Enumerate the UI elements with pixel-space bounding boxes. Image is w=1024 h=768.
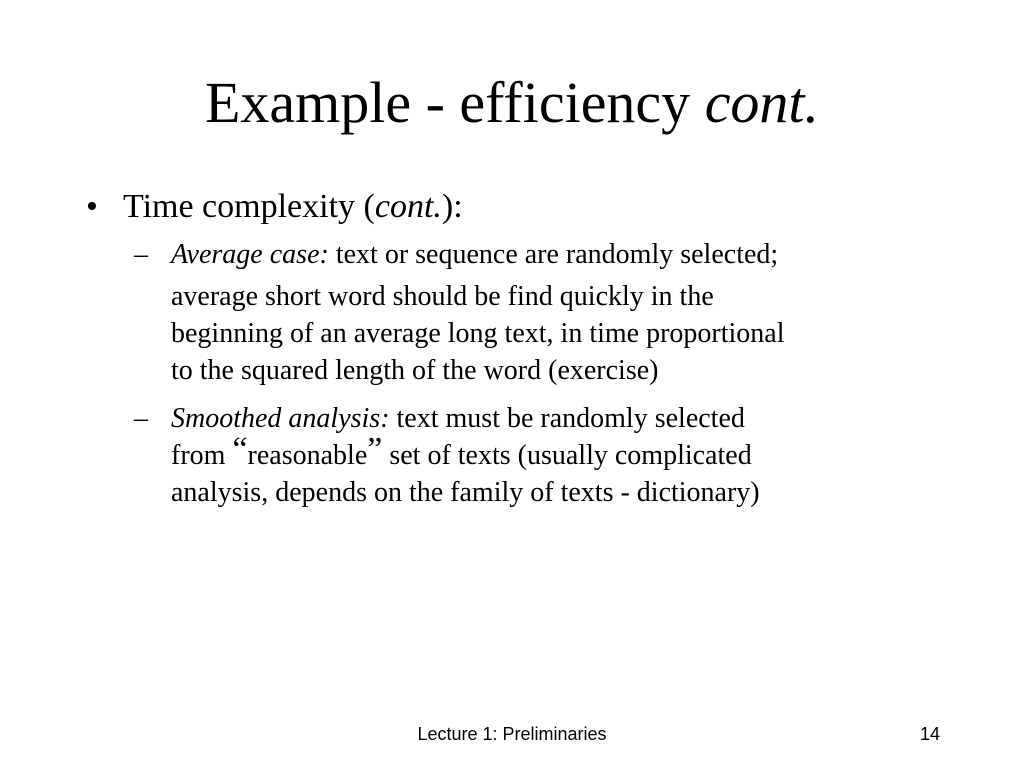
subitem-line: beginning of an average long text, in time proportional <box>171 318 785 349</box>
subitem-first-line: text must be randomly selected <box>389 403 745 434</box>
subitem-line <box>171 400 931 437</box>
subitem-line: to the squared length of the word (exercise) <box>171 355 659 386</box>
line-prefix: from <box>171 440 233 471</box>
quoted-word: reasonable <box>247 440 368 471</box>
slide-title <box>0 68 1024 138</box>
bullet-text-before: Time complexity ( <box>123 188 375 225</box>
subitem-marker: – <box>134 239 148 270</box>
slide-title-italic: cont. <box>704 70 820 135</box>
bullet-marker: • <box>86 188 98 225</box>
subitem-marker: – <box>134 403 148 434</box>
line-suffix: set of texts (usually complicated <box>382 440 752 471</box>
close-quote: ” <box>367 431 383 468</box>
subitem-label: Average case: <box>171 239 329 270</box>
open-quote: “ <box>232 431 248 468</box>
subitem-line: analysis, depends on the family of texts - dictionary) <box>171 477 760 508</box>
page-number: 14 <box>919 724 940 744</box>
subitem-line: average short word should be find quickly in the <box>171 281 714 312</box>
bullet-text-after: ): <box>441 188 463 225</box>
bullet-text-italic: cont. <box>374 188 442 225</box>
subitem-line <box>171 236 931 273</box>
subitem-line <box>171 431 931 474</box>
subitem-first-line: text or sequence are randomly selected; <box>328 239 779 270</box>
subitem-body <box>171 236 931 389</box>
subitem-body <box>171 400 931 511</box>
bullet-text <box>123 185 463 229</box>
subitem-label: Smoothed analysis: <box>171 403 390 434</box>
slide-title-main: Example - efficiency <box>204 70 705 135</box>
footer-label: Lecture 1: Preliminaries <box>417 724 607 744</box>
